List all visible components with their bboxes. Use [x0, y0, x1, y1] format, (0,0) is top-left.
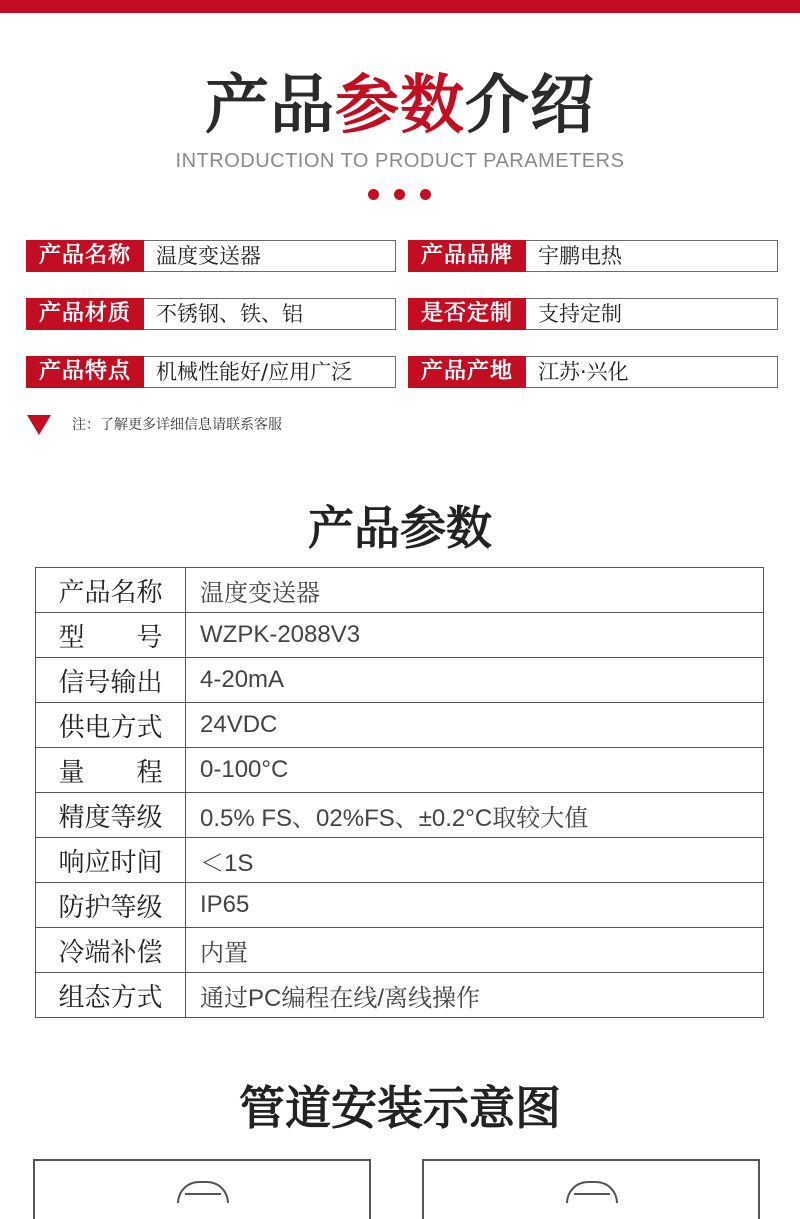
spec-chip-key: 产品材质: [26, 298, 144, 330]
down-triangle-icon: [27, 415, 51, 435]
param-value: WZPK-2088V3: [186, 613, 764, 658]
decorative-dots: [368, 189, 432, 201]
params-table: [35, 567, 764, 1018]
table-row: [36, 793, 764, 838]
table-row: [36, 568, 764, 613]
param-key: 型 号: [36, 613, 186, 658]
install-diagram-panel-right: [422, 1159, 760, 1219]
param-key: 精度等级: [36, 793, 186, 838]
page-subtitle: INTRODUCTION TO PRODUCT PARAMETERS: [175, 150, 625, 172]
table-row: [36, 838, 764, 883]
param-value: 24VDC: [186, 703, 764, 748]
title-part-1: 产品: [205, 69, 335, 143]
param-key: 冷端补偿: [36, 928, 186, 973]
param-value: IP65: [186, 883, 764, 928]
table-row: [36, 928, 764, 973]
spec-chip-key: 产品产地: [408, 356, 526, 388]
spec-chip-brand: [408, 240, 778, 272]
param-value: 温度变送器: [186, 568, 764, 613]
table-row: [36, 703, 764, 748]
spec-chip-key: 产品品牌: [408, 240, 526, 272]
param-key: 组态方式: [36, 973, 186, 1018]
page-title: [0, 68, 800, 144]
param-key: 防护等级: [36, 883, 186, 928]
param-value: 内置: [186, 928, 764, 973]
spec-chip-product-name: [26, 240, 396, 272]
spec-chip-origin: [408, 356, 778, 388]
table-row: [36, 973, 764, 1018]
spec-chip-features: [26, 356, 396, 388]
table-row: [36, 613, 764, 658]
param-key: 量 程: [36, 748, 186, 793]
spec-chip-customization: [408, 298, 778, 330]
param-value: 通过PC编程在线/离线操作: [186, 973, 764, 1018]
spec-chip-value: 机械性能好/应用广泛: [144, 356, 396, 388]
param-value: 0-100°C: [186, 748, 764, 793]
table-row: [36, 748, 764, 793]
spec-chip-value: 江苏·兴化: [526, 356, 778, 388]
param-value: 0.5% FS、02%FS、±0.2°C取较大值: [186, 793, 764, 838]
install-diagram-panel-left: [33, 1159, 371, 1219]
params-section-title: 产品参数: [308, 501, 492, 555]
param-value: ＜1S: [186, 838, 764, 883]
transmitter-head-icon: [177, 1181, 229, 1203]
spec-chip-key: 产品名称: [26, 240, 144, 272]
spec-chip-material: [26, 298, 396, 330]
param-key: 响应时间: [36, 838, 186, 883]
param-value: 4-20mA: [186, 658, 764, 703]
install-section-title: 管道安装示意图: [239, 1081, 561, 1135]
title-part-2: 介绍: [465, 69, 595, 143]
spec-chip-key: 是否定制: [408, 298, 526, 330]
spec-chip-value: 支持定制: [526, 298, 778, 330]
transmitter-head-icon: [566, 1181, 618, 1203]
spec-chip-value: 温度变送器: [144, 240, 396, 272]
note-text: 注：了解更多详细信息请联系客服: [72, 417, 282, 433]
spec-chip-value: 不锈钢、铁、铝: [144, 298, 396, 330]
spec-chip-key: 产品特点: [26, 356, 144, 388]
dot-icon: [394, 189, 405, 200]
table-row: [36, 658, 764, 703]
top-red-bar: [0, 0, 800, 13]
param-key: 供电方式: [36, 703, 186, 748]
dot-icon: [368, 189, 379, 200]
param-key: 信号输出: [36, 658, 186, 703]
title-accent: 参数: [335, 69, 465, 143]
dot-icon: [420, 189, 431, 200]
table-row: [36, 883, 764, 928]
spec-chip-value: 宇鹏电热: [526, 240, 778, 272]
param-key: 产品名称: [36, 568, 186, 613]
